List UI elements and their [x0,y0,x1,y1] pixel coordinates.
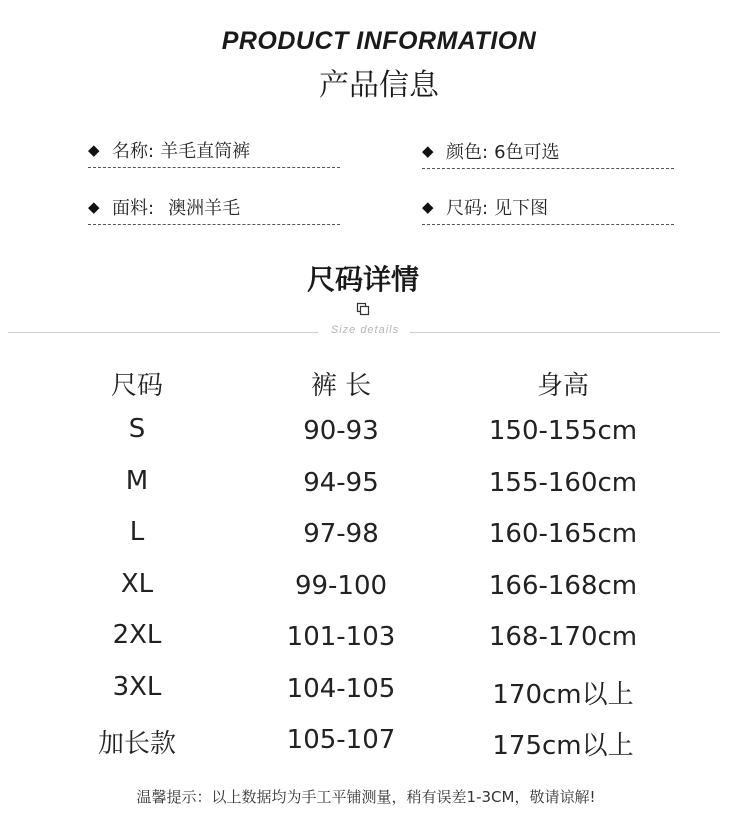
info-label: 面料: [112,198,155,219]
product-information-title-cn: 产品信息 [319,68,439,103]
cell-size: M [125,466,149,496]
cell-length: 94-95 [303,468,379,498]
info-value: 澳洲羊毛 [168,198,241,219]
cell-size: 2XL [112,620,162,650]
cell-height: 150-155cm [488,416,638,446]
cell-size: L [129,517,145,547]
info-label: 尺码: [446,198,489,219]
size-details-title: 尺码详情 [306,263,419,296]
cell-height: 166-168cm [488,571,638,601]
size-details-subtitle: Size details [330,324,400,336]
product-information-title-en: PRODUCT INFORMATION [221,27,537,55]
cell-height: 170cm以上 [492,680,634,710]
divider-right [410,332,720,333]
info-field-name [88,136,340,168]
info-label: 名称: [112,141,155,162]
header-size: 尺码 [110,371,163,401]
info-value: 见下图 [494,198,549,219]
diamond-bullet-icon: ◆ [88,198,100,216]
info-value: 6色可选 [494,142,560,163]
info-field-color [422,137,674,169]
cell-length: 105-107 [286,725,396,755]
cell-height: 160-165cm [488,519,638,549]
cell-size: 3XL [112,672,162,702]
cell-length: 97-98 [303,519,379,549]
cell-height: 175cm以上 [492,731,634,761]
copy-icon [356,302,370,316]
cell-height: 155-160cm [488,468,638,498]
diamond-bullet-icon: ◆ [422,198,434,216]
header-length: 裤 长 [310,371,372,401]
cell-size: S [128,414,146,444]
measurement-note: 温馨提示：以上数据均为手工平铺测量，稍有误差1-3CM，敬请谅解! [136,788,596,806]
divider-left [8,332,318,333]
cell-length: 99-100 [294,571,388,601]
info-value: 羊毛直筒裤 [160,141,251,162]
info-field-fabric [88,193,340,225]
diamond-bullet-icon: ◆ [422,142,434,160]
info-label: 颜色: [446,142,489,163]
cell-length: 90-93 [303,416,379,446]
diamond-bullet-icon: ◆ [88,141,100,159]
info-field-size [422,193,674,225]
header-height: 身高 [536,371,589,401]
cell-size: 加长款 [97,729,176,759]
cell-height: 168-170cm [488,622,638,652]
cell-size: XL [120,569,154,599]
cell-length: 101-103 [286,622,396,652]
cell-length: 104-105 [286,674,396,704]
